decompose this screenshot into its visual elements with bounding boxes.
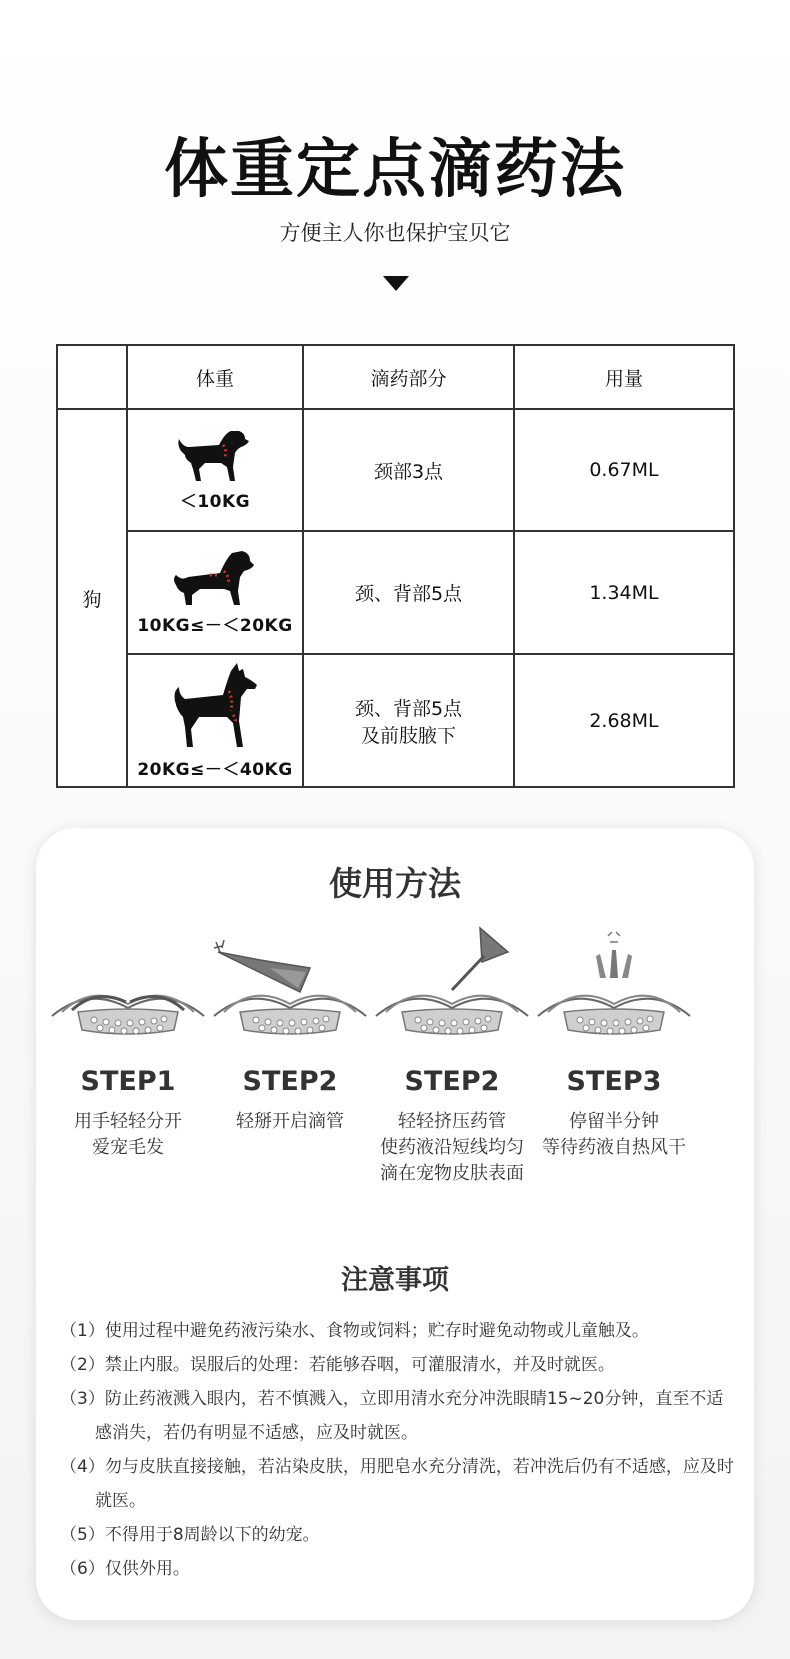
page-subtitle: 方便主人你也保护宝贝它 xyxy=(279,221,511,245)
notes-title: 注意事项 xyxy=(341,1265,449,1296)
dose-cell: 1.34ML xyxy=(514,531,734,654)
usage-card xyxy=(36,828,754,1620)
step-desc: 轻掰开启滴管 xyxy=(236,1111,344,1132)
air-dry-icon xyxy=(534,926,694,1046)
dose-cell: 0.67ML xyxy=(514,409,734,531)
small-dog-icon xyxy=(175,429,255,485)
step-1 xyxy=(38,926,218,1161)
list-item: （6）仅供外用。 xyxy=(60,1559,190,1579)
open-pipette-icon xyxy=(210,926,370,1046)
weight-label: 20KG≤－＜40KG xyxy=(137,760,293,780)
site-cell xyxy=(303,531,514,654)
list-item: （2）禁止内服。误服后的处理：若能够吞咽，可灌服清水，并及时就医。 xyxy=(60,1355,615,1375)
down-triangle-icon xyxy=(383,276,409,291)
usage-title: 使用方法 xyxy=(329,864,461,903)
fur-parting-icon xyxy=(48,926,208,1046)
site-text: 颈、背部5点 xyxy=(354,697,463,720)
list-item: （1）使用过程中避免药液污染水、食物或饲料；贮存时避免动物或儿童触及。 xyxy=(60,1321,649,1341)
table-header-row xyxy=(57,345,734,409)
page-title: 体重定点滴药法 xyxy=(164,133,626,207)
step-desc: 用手轻轻分开 爱宠毛发 xyxy=(74,1111,182,1158)
step-label: STEP2 xyxy=(242,1066,338,1097)
step-3 xyxy=(362,926,542,1187)
notes-list xyxy=(60,1314,740,1586)
large-dog-icon xyxy=(167,661,263,753)
site-text: 颈部3点 xyxy=(373,460,444,483)
medium-dog-icon xyxy=(170,549,260,609)
step-desc: 停留半分钟 等待药液自热风干 xyxy=(542,1111,686,1158)
list-item: （4）勿与皮肤直接接触，若沾染皮肤，用肥皂水充分清洗，若冲洗后仍有不适感，应及时就医。 xyxy=(60,1457,734,1511)
step-4 xyxy=(524,926,704,1161)
weight-cell xyxy=(127,654,303,787)
squeeze-pipette-icon xyxy=(372,926,532,1046)
header-blank xyxy=(57,345,127,409)
site-text-line2: 及前肢腋下 xyxy=(360,724,456,747)
species-cell: 狗 xyxy=(57,409,127,787)
step-desc: 轻轻挤压药管 使药液沿短线均匀 滴在宠物皮肤表面 xyxy=(380,1111,524,1184)
step-label: STEP1 xyxy=(80,1066,176,1097)
site-text: 颈、背部5点 xyxy=(354,583,463,605)
header-dose: 用量 xyxy=(514,345,734,409)
list-item: （5）不得用于8周龄以下的幼宠。 xyxy=(60,1525,320,1545)
weight-cell xyxy=(127,409,303,531)
step-label: STEP2 xyxy=(404,1066,500,1097)
dosage-table xyxy=(56,344,735,788)
weight-label: ＜10KG xyxy=(179,491,251,512)
weight-cell xyxy=(127,531,303,654)
site-cell xyxy=(303,654,514,787)
header-weight: 体重 xyxy=(127,345,303,409)
step-2 xyxy=(200,926,380,1135)
header-site: 滴药部分 xyxy=(303,345,514,409)
weight-label: 10KG≤－＜20KG xyxy=(137,616,293,636)
table-row xyxy=(57,409,734,531)
step-label: STEP3 xyxy=(566,1066,662,1097)
dose-cell: 2.68ML xyxy=(514,654,734,787)
site-cell xyxy=(303,409,514,531)
table-row xyxy=(57,654,734,787)
table-row xyxy=(57,531,734,654)
list-item: （3）防止药液溅入眼内，若不慎溅入，立即用清水充分冲洗眼睛15~20分钟，直至不适感消失，若仍有明显不适感，应及时就医。 xyxy=(60,1389,724,1443)
